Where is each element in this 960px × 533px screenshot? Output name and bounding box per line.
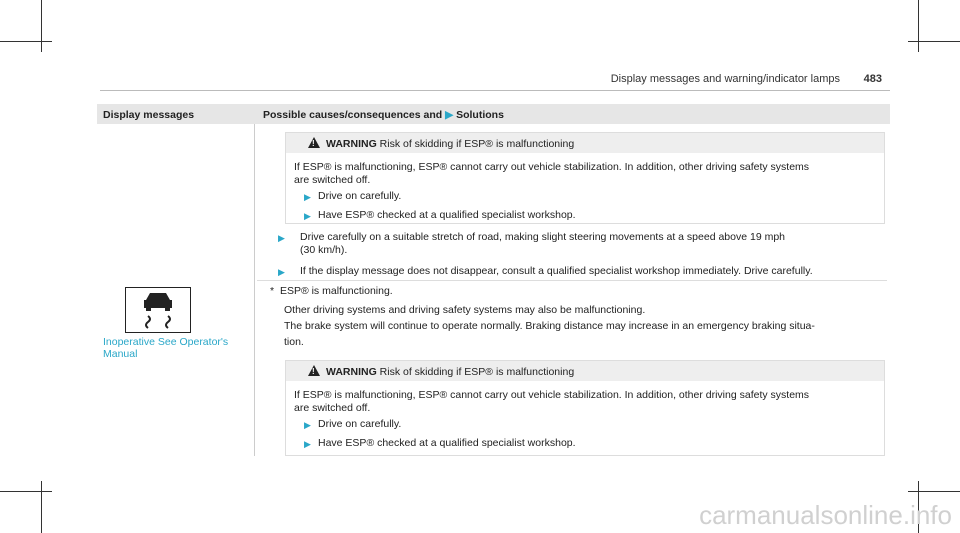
warning-title: WARNING Risk of skidding if ESP® is malfunctioning xyxy=(326,366,575,378)
crop-mark xyxy=(908,491,960,492)
warning-body: If ESP® is malfunctioning, ESP® cannot carry out vehicle stabilization. In addition, other driving safety systems are switched off. xyxy=(294,161,810,186)
watermark: carmanualsonline.info xyxy=(699,500,952,530)
warning-step: Have ESP® checked at a qualified specialist workshop. xyxy=(318,437,576,449)
warning-triangle-icon xyxy=(308,365,320,376)
bullet-arrow-icon: ▶ xyxy=(304,192,311,202)
table-header xyxy=(97,104,890,124)
row-divider xyxy=(257,280,887,281)
bullet-arrow-icon: ▶ xyxy=(304,439,311,449)
crop-mark xyxy=(0,491,52,492)
col-causes xyxy=(263,109,504,121)
crop-mark xyxy=(908,41,960,42)
solution-step: Drive carefully on a suitable stretch of road, making slight steering movements at a speed above 19 mph (30 km/h). xyxy=(300,231,786,256)
page-number: 483 xyxy=(863,73,882,85)
esp-skid-car-icon xyxy=(125,287,191,333)
warning-step: Have ESP® checked at a qualified specialist workshop. xyxy=(318,209,576,221)
bullet-arrow-icon: ▶ xyxy=(304,420,311,430)
warning-box xyxy=(285,132,885,224)
crop-mark xyxy=(41,481,42,533)
col-causes-label: Possible causes/consequences and xyxy=(263,109,443,121)
operator-manual-link[interactable]: Inoperative See Operator's Manual xyxy=(103,336,229,360)
bullet-arrow-icon: ▶ xyxy=(278,267,285,277)
arrow-right-icon: ▶ xyxy=(445,109,454,121)
column-divider xyxy=(254,124,255,456)
warning-body: If ESP® is malfunctioning, ESP® cannot carry out vehicle stabilization. In addition, other driving safety systems are switched off. xyxy=(294,389,810,414)
col-display-messages: Display messages xyxy=(103,109,195,121)
messages-table xyxy=(97,104,890,449)
col-solutions-label: Solutions xyxy=(456,109,504,121)
bullet-arrow-icon: ▶ xyxy=(304,211,311,221)
cause-detail: Other driving systems and driving safety systems may also be malfunctioning. The brake system will continue to operate normally. Braking distance may increase in an emergency braking situa- tion. xyxy=(284,304,815,348)
crop-mark xyxy=(41,0,42,52)
solution-step: If the display message does not disappear, consult a qualified specialist workshop immediately. Drive carefully. xyxy=(300,265,813,277)
bullet-arrow-icon: ▶ xyxy=(278,233,285,243)
crop-mark xyxy=(0,41,52,42)
warning-triangle-icon xyxy=(308,137,320,148)
header-rule xyxy=(100,90,890,91)
running-header: Display messages and warning/indicator lamps xyxy=(610,73,840,85)
warning-header xyxy=(286,361,884,381)
warning-step: Drive on carefully. xyxy=(318,190,402,202)
warning-title: WARNING Risk of skidding if ESP® is malfunctioning xyxy=(326,138,575,150)
warning-step: Drive on carefully. xyxy=(318,418,402,430)
warning-box xyxy=(285,360,885,456)
crop-mark xyxy=(918,0,919,52)
cause-text: * ESP® is malfunctioning. xyxy=(270,285,393,297)
warning-header xyxy=(286,133,884,153)
